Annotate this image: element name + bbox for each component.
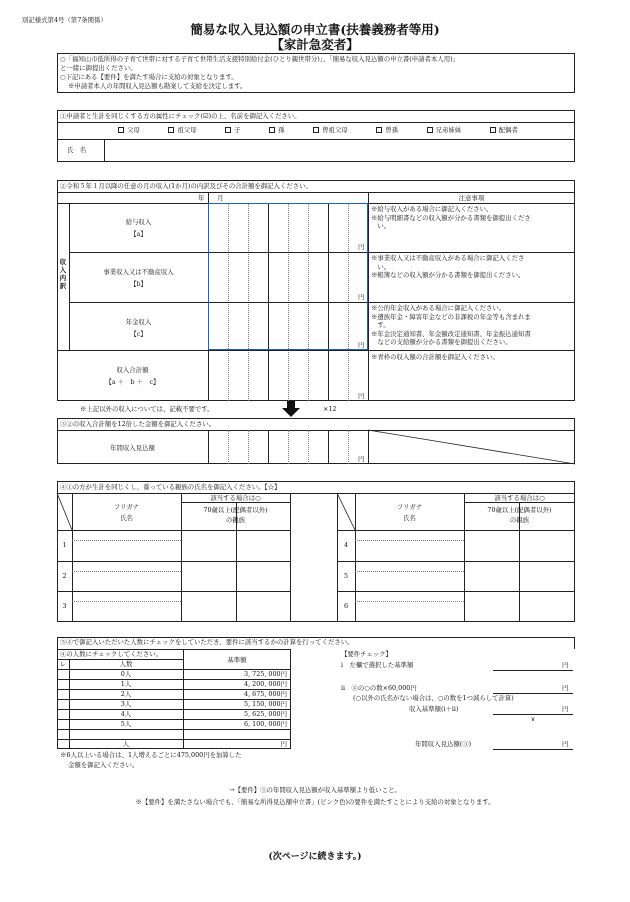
option-great-grandparents[interactable]: 曽祖父母 (313, 126, 348, 134)
furigana-header: フリガナ (113, 503, 140, 511)
page-subtitle: 【家計急変者】 (271, 37, 359, 52)
annual-income-input[interactable] (209, 431, 367, 463)
option-grandchild[interactable]: 孫 (269, 126, 284, 134)
check-heading: 【要件チェック】 (341, 650, 392, 658)
pension-income-label: 年金収入 (125, 318, 152, 326)
year-month-field[interactable]: 年 月 (198, 194, 224, 202)
header-diagonal (57, 493, 72, 530)
arrow-down-icon (282, 401, 300, 417)
total-income-note: ※青枠の収入額の合計額を御記入ください。 (371, 353, 499, 361)
section2-footnote: ※上記以外の収入については、記載不要です。 (80, 405, 214, 413)
business-income-notes: ※事業収入又は不動産収入がある場合に御記入くださ い。 ※帳簿などの収入額が分かる書類を御提出ください。 (371, 254, 525, 279)
salary-income-input[interactable] (209, 204, 367, 251)
elderly-header-2: の親族 (225, 516, 246, 524)
check-item-i: i 左欄で選択した基準額 (341, 661, 414, 669)
yen-unit: 円 (562, 661, 569, 669)
name-label: 氏 名 (67, 146, 87, 154)
checkbox-icon[interactable] (313, 127, 319, 133)
row-number: 4 (343, 541, 349, 549)
requirement-text: →【要件】③の年間収入見込額が収入基準額より低いこと。 (229, 786, 401, 794)
annual-income-label: 年間収入見込額 (110, 444, 155, 452)
base-table-note-1: ※6人以上いる場合は、1人増えるごとに475,000円を加算した (60, 751, 242, 759)
option-siblings[interactable]: 兄弟姉妹 (427, 126, 462, 134)
yen-unit: 円 (562, 705, 569, 713)
custom-count-cell[interactable]: 人 (122, 740, 130, 748)
base-table-heading: ④の人数にチェックしてください。 (60, 650, 163, 658)
option-grandparents[interactable]: 祖父母 (168, 126, 196, 134)
checkbox-icon[interactable] (118, 127, 124, 133)
diagonal-strike (368, 430, 575, 464)
count-cell: 4人 (120, 710, 132, 718)
salary-income-code: 【a】 (130, 230, 147, 238)
yen-unit: 円 (358, 455, 365, 463)
checkbox-icon[interactable] (168, 127, 174, 133)
intro-line-1: ○「福知山市低所得の子育て世帯に対する子育て世帯生活支援特別給付金(ひとり親世帯分)」、「簡易な収入見込額の申立書(申請者本人用)」 (60, 55, 459, 63)
name-field[interactable] (106, 141, 572, 160)
times-twelve: ×12 (323, 405, 337, 413)
name-header: 氏名 (403, 514, 416, 522)
requirement-note: ※【要件】を満たさない場合でも、「簡易な所得見込額申立書」(ピンク色)の要件を満たすことにより支給の対象となります。 (135, 798, 495, 806)
check-item-ii-note: (○以外の氏名がない場合は、○の数を1つ減らして計算) (353, 694, 514, 702)
total-income-input[interactable] (209, 351, 367, 400)
total-income-formula: 【a ＋ b ＋ c】 (105, 378, 160, 386)
checkbox-icon[interactable] (427, 127, 433, 133)
count-cell: 3人 (120, 700, 132, 708)
elderly-header: 70歳以上(配偶者以外) (487, 506, 552, 514)
row-number: 5 (343, 572, 349, 580)
section2-heading: ②令和５年１月以降の任意の月の収入(1か月)の内訳及びその合計額を御記入ください。 (60, 182, 312, 190)
intro-line-2: と一緒に御提出ください。 (60, 64, 137, 72)
amount-cell: 4, 200, 000円 (244, 680, 287, 688)
row-number: 2 (62, 572, 67, 580)
custom-amount-cell[interactable]: 円 (280, 740, 287, 748)
amount-cell: 5, 625, 000円 (244, 710, 287, 718)
section3-heading: ③②の収入合計額を12倍した金額を御記入ください。 (60, 420, 216, 428)
pension-income-input[interactable] (209, 303, 367, 349)
base-table-note-2: 金額を御記入ください。 (68, 761, 139, 769)
check-column-header: レ (59, 660, 67, 668)
section4-heading: ④①の方が生計を同じくし、養っている親族の氏名を御記入ください。【☆】 (60, 483, 281, 491)
count-cell: 1人 (120, 680, 132, 688)
yen-unit: 円 (358, 293, 365, 301)
business-income-label: 事業収入又は不動産収入 (103, 268, 174, 276)
base-column-header: 基準額 (227, 656, 247, 664)
amount-cell: 5, 150, 000円 (244, 700, 287, 708)
applicable-header: 該当する場合は○ (210, 494, 261, 502)
row-number: 6 (343, 602, 349, 610)
checkbox-icon[interactable] (225, 127, 231, 133)
header-diagonal (337, 493, 355, 530)
section5-heading: ⑤④で御記入いただいた人数にチェックをしていただき、要件に該当するかの計算を行ってください。 (60, 638, 354, 646)
salary-income-notes: ※給与収入がある場合に御記入ください。 ※給与明細書などの収入額が分かる書類を御提出くださ い。 (371, 205, 531, 230)
yen-unit: 円 (358, 341, 365, 349)
checkbox-icon[interactable] (490, 127, 496, 133)
name-header: 氏名 (120, 514, 133, 522)
business-income-code: 【b】 (130, 280, 147, 288)
check-item-ii: ii ④の○の数×60,000円 (341, 684, 417, 692)
amount-cell: 4, 675, 000円 (244, 690, 287, 698)
form-number: 別記様式第4号（第7条関係） (22, 16, 107, 24)
option-parents[interactable]: 父母 (118, 126, 140, 134)
salary-income-label: 給与収入 (125, 218, 152, 226)
section1-heading: ①申請者と生計を同じくする方の属性にチェック(☑)の上、名前を御記入ください。 (60, 112, 301, 120)
business-income-input[interactable] (209, 253, 367, 301)
yen-unit: 円 (562, 684, 569, 692)
intro-line-3: ○下記にある【要件】を満たす場合に支給の対象となります。 (60, 73, 238, 81)
applicable-header: 該当する場合は○ (494, 494, 545, 502)
total-income-label: 収入合計額 (116, 366, 149, 374)
yen-unit: 円 (358, 392, 365, 400)
continued-notice: (次ページに続きます。) (268, 852, 362, 862)
row-number: 1 (62, 541, 67, 549)
count-cell: 0人 (120, 670, 132, 678)
amount-cell: 6, 100, 000円 (244, 720, 287, 728)
income-breakdown-label: 収 入 内 訳 (59, 258, 67, 290)
elderly-header: 70歳以上(配偶者以外) (203, 506, 268, 514)
yen-unit: 円 (358, 243, 365, 251)
count-cell: 5人 (120, 720, 132, 728)
checkbox-icon[interactable] (376, 127, 382, 133)
pension-income-code: 【c】 (130, 330, 147, 338)
option-child[interactable]: 子 (225, 126, 240, 134)
yen-unit: 円 (562, 740, 569, 748)
page-title: 簡易な収入見込額の申立書(扶養義務者等用) (190, 22, 440, 37)
furigana-header: フリガナ (396, 503, 423, 511)
intro-line-4: ※申請者本人の年間収入見込額も勘案して支給を決定します。 (68, 82, 247, 90)
notes-header: 注意事項 (458, 194, 485, 202)
row-number: 3 (62, 602, 67, 610)
count-column-header: 人数 (119, 660, 133, 668)
amount-cell: 3, 725, 000円 (244, 670, 287, 678)
base-total-label: 収入基準額(i＋ii) (409, 705, 459, 713)
checkbox-icon[interactable] (269, 127, 275, 133)
pension-income-notes: ※公的年金収入がある場合に御記入ください。 ※遺族年金・障害年金などの非課税の年金等も含まれま す。 ※年金決定通知書、年金額改定通知書、年金振込通知書 などの支給額が分かる書類を御提出ください。 (371, 304, 531, 346)
option-great-grandchild[interactable]: 曽孫 (376, 126, 398, 134)
less-than-symbol: ∨ (530, 715, 536, 723)
elderly-header-2: の親族 (509, 516, 530, 524)
option-spouse[interactable]: 配偶者 (490, 126, 518, 134)
annual-estimate-label: 年間収入見込額(③) (415, 740, 472, 748)
relation-options (118, 126, 518, 134)
count-cell: 2人 (120, 690, 132, 698)
